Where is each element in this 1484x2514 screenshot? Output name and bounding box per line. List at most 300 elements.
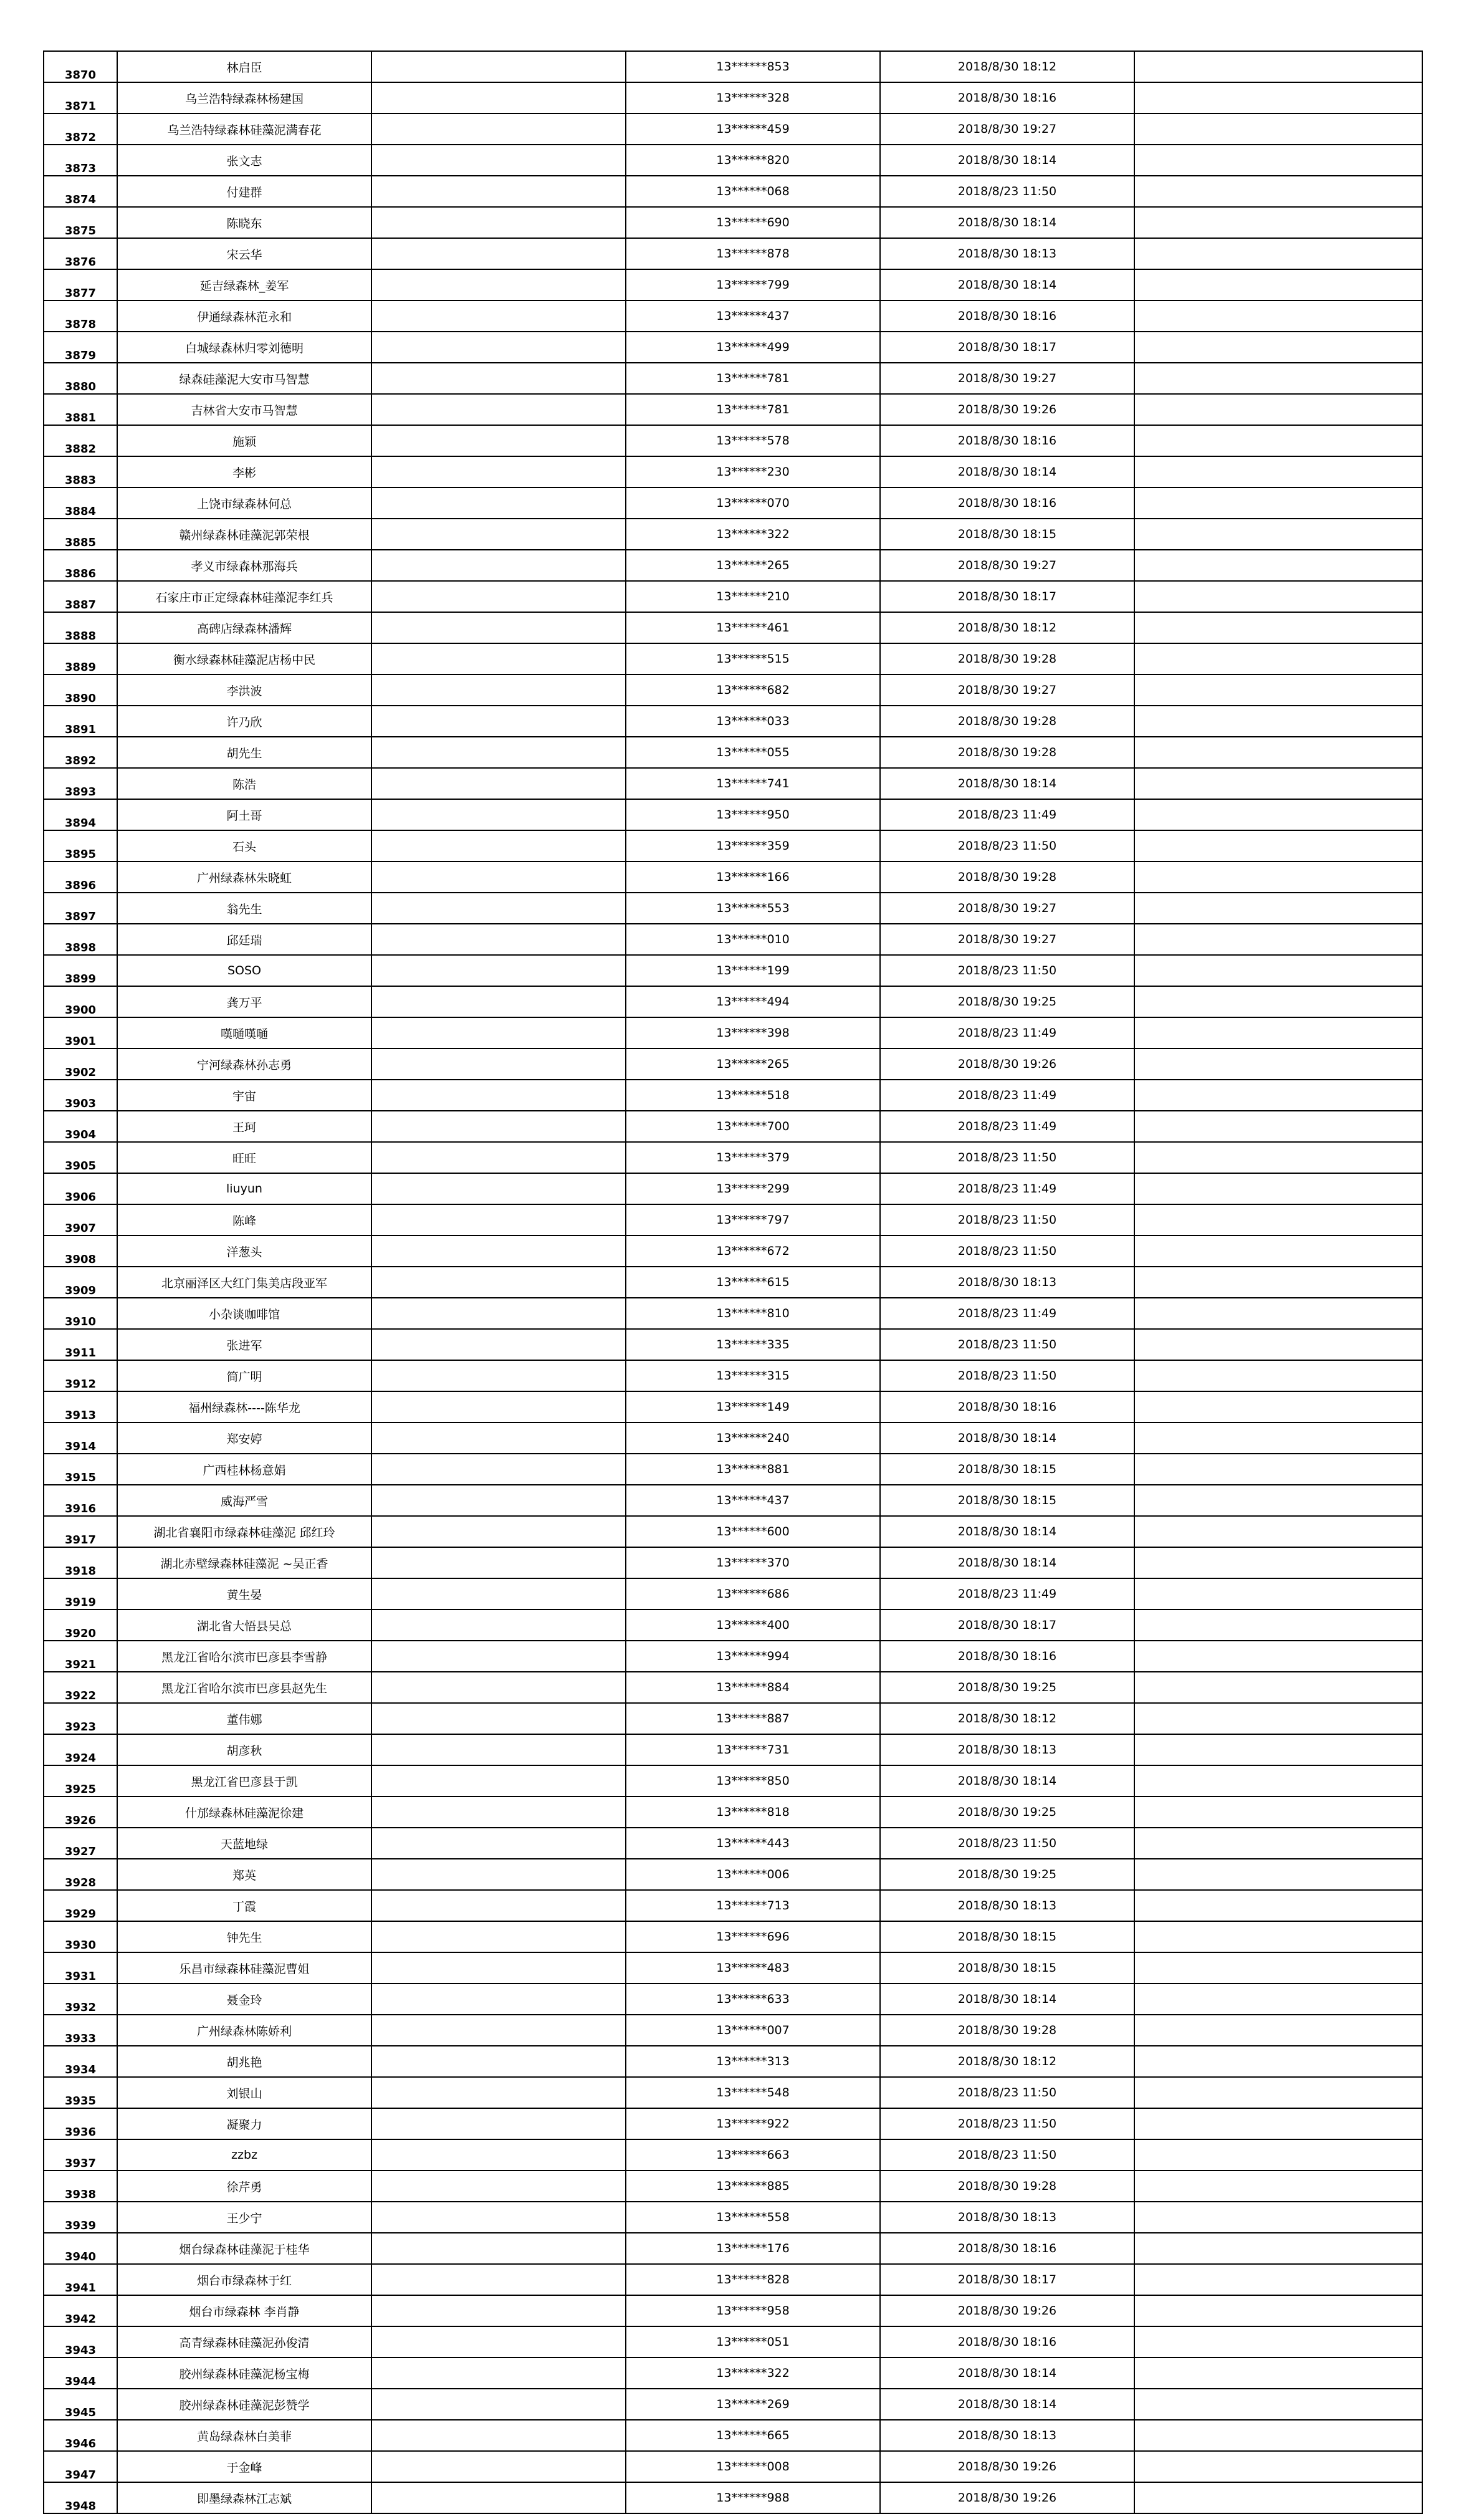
time-cell: 2018/8/30 19:28: [880, 643, 1134, 674]
empty-cell: [371, 176, 626, 207]
table-row: [44, 1485, 1422, 1516]
row-number-cell: 3917: [44, 1516, 117, 1547]
row-number-cell: 3947: [44, 2451, 117, 2482]
empty-cell: [371, 1641, 626, 1672]
empty-cell: [371, 706, 626, 737]
empty-cell: [371, 1578, 626, 1610]
name-cell: 威海严雪: [117, 1485, 371, 1516]
time-cell: 2018/8/30 19:28: [880, 737, 1134, 768]
phone-cell: 13******700: [626, 1111, 880, 1142]
empty-cell: [1134, 2202, 1422, 2233]
row-number-cell: 3894: [44, 799, 117, 830]
table-row: [44, 2358, 1422, 2389]
empty-cell: [371, 1672, 626, 1703]
time-cell: 2018/8/30 19:28: [880, 706, 1134, 737]
time-cell: 2018/8/30 18:17: [880, 2264, 1134, 2295]
row-number-cell: 3940: [44, 2233, 117, 2264]
name-cell: 广西桂林杨意娟: [117, 1454, 371, 1485]
empty-cell: [371, 1329, 626, 1360]
empty-cell: [1134, 893, 1422, 924]
name-cell: 黄生晏: [117, 1578, 371, 1610]
name-cell: 李洪波: [117, 674, 371, 706]
empty-cell: [1134, 363, 1422, 394]
phone-cell: 13******682: [626, 674, 880, 706]
time-cell: 2018/8/23 11:49: [880, 799, 1134, 830]
row-number-cell: 3939: [44, 2202, 117, 2233]
time-cell: 2018/8/23 11:50: [880, 955, 1134, 986]
name-cell: 乌兰浩特绿森林硅藻泥满春花: [117, 113, 371, 145]
table-row: [44, 51, 1422, 82]
table-row: [44, 2295, 1422, 2326]
time-cell: 2018/8/23 11:49: [880, 1298, 1134, 1329]
phone-cell: 13******199: [626, 955, 880, 986]
empty-cell: [371, 425, 626, 456]
phone-cell: 13******818: [626, 1797, 880, 1828]
phone-cell: 13******051: [626, 2326, 880, 2358]
name-cell: 吉林省大安市马智慧: [117, 394, 371, 425]
phone-cell: 13******265: [626, 1048, 880, 1080]
empty-cell: [371, 145, 626, 176]
time-cell: 2018/8/23 11:50: [880, 176, 1134, 207]
empty-cell: [371, 1765, 626, 1797]
empty-cell: [371, 612, 626, 643]
empty-cell: [371, 456, 626, 487]
empty-cell: [371, 394, 626, 425]
time-cell: 2018/8/30 18:14: [880, 1984, 1134, 2015]
row-number-cell: 3877: [44, 269, 117, 300]
empty-cell: [1134, 1578, 1422, 1610]
phone-cell: 13******006: [626, 1859, 880, 1890]
empty-cell: [371, 2233, 626, 2264]
empty-cell: [1134, 768, 1422, 799]
time-cell: 2018/8/30 18:14: [880, 1423, 1134, 1454]
time-cell: 2018/8/23 11:49: [880, 1080, 1134, 1111]
empty-cell: [371, 1111, 626, 1142]
name-cell: 烟台绿森林硅藻泥于桂华: [117, 2233, 371, 2264]
table-row: [44, 2202, 1422, 2233]
empty-cell: [1134, 830, 1422, 861]
empty-cell: [1134, 1423, 1422, 1454]
empty-cell: [371, 1734, 626, 1765]
table-row: [44, 425, 1422, 456]
empty-cell: [1134, 955, 1422, 986]
time-cell: 2018/8/30 18:14: [880, 1516, 1134, 1547]
phone-cell: 13******322: [626, 2358, 880, 2389]
table-row: [44, 612, 1422, 643]
name-cell: 嘆嗵嘆嗵: [117, 1017, 371, 1048]
phone-cell: 13******553: [626, 893, 880, 924]
table-row: [44, 2077, 1422, 2108]
time-cell: 2018/8/30 19:25: [880, 1797, 1134, 1828]
name-cell: 高碑店绿森林潘辉: [117, 612, 371, 643]
name-cell: 即墨绿森林江志斌: [117, 2482, 371, 2513]
empty-cell: [1134, 1111, 1422, 1142]
phone-cell: 13******437: [626, 300, 880, 332]
phone-cell: 13******741: [626, 768, 880, 799]
empty-cell: [1134, 1080, 1422, 1111]
table-row: [44, 1890, 1422, 1921]
empty-cell: [1134, 425, 1422, 456]
empty-cell: [1134, 1454, 1422, 1485]
name-cell: 伊通绿森林范永和: [117, 300, 371, 332]
phone-cell: 13******370: [626, 1547, 880, 1578]
empty-cell: [1134, 51, 1422, 82]
row-number-cell: 3937: [44, 2139, 117, 2171]
name-cell: 林启臣: [117, 51, 371, 82]
empty-cell: [371, 2077, 626, 2108]
name-cell: 施颖: [117, 425, 371, 456]
empty-cell: [1134, 1547, 1422, 1578]
empty-cell: [371, 2139, 626, 2171]
empty-cell: [371, 1516, 626, 1547]
row-number-cell: 3928: [44, 1859, 117, 1890]
phone-cell: 13******400: [626, 1610, 880, 1641]
table-row: [44, 674, 1422, 706]
row-number-cell: 3911: [44, 1329, 117, 1360]
name-cell: 郑安婷: [117, 1423, 371, 1454]
row-number-cell: 3922: [44, 1672, 117, 1703]
name-cell: SOSO: [117, 955, 371, 986]
phone-cell: 13******696: [626, 1921, 880, 1952]
table-row: [44, 1017, 1422, 1048]
empty-cell: [1134, 1610, 1422, 1641]
row-number-cell: 3890: [44, 674, 117, 706]
table-row: [44, 1547, 1422, 1578]
phone-cell: 13******055: [626, 737, 880, 768]
table-row: [44, 1578, 1422, 1610]
empty-cell: [1134, 986, 1422, 1017]
phone-cell: 13******600: [626, 1516, 880, 1547]
empty-cell: [371, 2420, 626, 2451]
phone-cell: 13******033: [626, 706, 880, 737]
name-cell: 烟台市绿森林 李肖静: [117, 2295, 371, 2326]
phone-cell: 13******887: [626, 1703, 880, 1734]
empty-cell: [1134, 1173, 1422, 1204]
phone-cell: 13******240: [626, 1423, 880, 1454]
time-cell: 2018/8/30 19:27: [880, 363, 1134, 394]
empty-cell: [1134, 2233, 1422, 2264]
empty-cell: [1134, 1797, 1422, 1828]
row-number-cell: 3909: [44, 1267, 117, 1298]
name-cell: 天蓝地绿: [117, 1828, 371, 1859]
phone-cell: 13******459: [626, 113, 880, 145]
empty-cell: [371, 830, 626, 861]
row-number-cell: 3918: [44, 1547, 117, 1578]
phone-cell: 13******615: [626, 1267, 880, 1298]
row-number-cell: 3885: [44, 519, 117, 550]
time-cell: 2018/8/23 11:49: [880, 1173, 1134, 1204]
time-cell: 2018/8/30 18:16: [880, 487, 1134, 519]
row-number-cell: 3902: [44, 1048, 117, 1080]
row-number-cell: 3908: [44, 1235, 117, 1267]
phone-cell: 13******499: [626, 332, 880, 363]
row-number-cell: 3879: [44, 332, 117, 363]
empty-cell: [371, 1610, 626, 1641]
table-row: [44, 1828, 1422, 1859]
empty-cell: [371, 1017, 626, 1048]
name-cell: 许乃欣: [117, 706, 371, 737]
row-number-cell: 3930: [44, 1921, 117, 1952]
name-cell: 洋葱头: [117, 1235, 371, 1267]
empty-cell: [371, 238, 626, 269]
row-number-cell: 3895: [44, 830, 117, 861]
row-number-cell: 3874: [44, 176, 117, 207]
table-row: [44, 1360, 1422, 1391]
empty-cell: [371, 1703, 626, 1734]
time-cell: 2018/8/30 18:15: [880, 519, 1134, 550]
empty-cell: [371, 2264, 626, 2295]
empty-cell: [1134, 82, 1422, 113]
phone-cell: 13******988: [626, 2482, 880, 2513]
empty-cell: [1134, 1142, 1422, 1173]
time-cell: 2018/8/30 18:13: [880, 238, 1134, 269]
name-cell: 延吉绿森林_姜军: [117, 269, 371, 300]
empty-cell: [371, 2202, 626, 2233]
empty-cell: [1134, 1048, 1422, 1080]
row-number-cell: 3914: [44, 1423, 117, 1454]
time-cell: 2018/8/30 19:28: [880, 861, 1134, 893]
empty-cell: [371, 2171, 626, 2202]
empty-cell: [1134, 1703, 1422, 1734]
row-number-cell: 3887: [44, 581, 117, 612]
name-cell: 陈峰: [117, 1204, 371, 1235]
name-cell: 龚万平: [117, 986, 371, 1017]
empty-cell: [371, 207, 626, 238]
name-cell: 旺旺: [117, 1142, 371, 1173]
table-row: [44, 113, 1422, 145]
time-cell: 2018/8/23 11:50: [880, 1204, 1134, 1235]
name-cell: 李彬: [117, 456, 371, 487]
time-cell: 2018/8/30 18:14: [880, 1765, 1134, 1797]
table-row: [44, 2420, 1422, 2451]
time-cell: 2018/8/30 18:14: [880, 2389, 1134, 2420]
empty-cell: [1134, 924, 1422, 955]
phone-cell: 13******558: [626, 2202, 880, 2233]
row-number-cell: 3912: [44, 1360, 117, 1391]
table-row: [44, 799, 1422, 830]
empty-cell: [371, 737, 626, 768]
table-row: [44, 1080, 1422, 1111]
empty-cell: [371, 1547, 626, 1578]
name-cell: 付建群: [117, 176, 371, 207]
empty-cell: [1134, 519, 1422, 550]
name-cell: 聂金玲: [117, 1984, 371, 2015]
time-cell: 2018/8/30 18:16: [880, 300, 1134, 332]
row-number-cell: 3892: [44, 737, 117, 768]
name-cell: 张文志: [117, 145, 371, 176]
row-number-cell: 3945: [44, 2389, 117, 2420]
phone-cell: 13******269: [626, 2389, 880, 2420]
time-cell: 2018/8/30 18:16: [880, 425, 1134, 456]
row-number-cell: 3897: [44, 893, 117, 924]
name-cell: 黑龙江省巴彦县于凯: [117, 1765, 371, 1797]
name-cell: 刘银山: [117, 2077, 371, 2108]
name-cell: 胶州绿森林硅藻泥彭赞学: [117, 2389, 371, 2420]
empty-cell: [371, 2389, 626, 2420]
empty-cell: [371, 332, 626, 363]
empty-cell: [1134, 1952, 1422, 1984]
empty-cell: [371, 1048, 626, 1080]
time-cell: 2018/8/30 19:28: [880, 2171, 1134, 2202]
phone-cell: 13******315: [626, 1360, 880, 1391]
row-number-cell: 3871: [44, 82, 117, 113]
time-cell: 2018/8/30 19:26: [880, 2482, 1134, 2513]
row-number-cell: 3884: [44, 487, 117, 519]
phone-cell: 13******828: [626, 2264, 880, 2295]
name-cell: 湖北省大悟县吴总: [117, 1610, 371, 1641]
name-cell: 什邡绿森林硅藻泥徐建: [117, 1797, 371, 1828]
table-row: [44, 332, 1422, 363]
row-number-cell: 3872: [44, 113, 117, 145]
empty-cell: [1134, 581, 1422, 612]
row-number-cell: 3946: [44, 2420, 117, 2451]
time-cell: 2018/8/30 18:13: [880, 1734, 1134, 1765]
time-cell: 2018/8/30 18:15: [880, 1485, 1134, 1516]
time-cell: 2018/8/30 18:14: [880, 2358, 1134, 2389]
phone-cell: 13******713: [626, 1890, 880, 1921]
empty-cell: [371, 2295, 626, 2326]
empty-cell: [371, 768, 626, 799]
empty-cell: [1134, 674, 1422, 706]
empty-cell: [1134, 1890, 1422, 1921]
table-row: [44, 238, 1422, 269]
row-number-cell: 3876: [44, 238, 117, 269]
empty-cell: [371, 1173, 626, 1204]
table-row: [44, 1734, 1422, 1765]
empty-cell: [1134, 1391, 1422, 1423]
row-number-cell: 3936: [44, 2108, 117, 2139]
empty-cell: [371, 955, 626, 986]
row-number-cell: 3899: [44, 955, 117, 986]
empty-cell: [1134, 2295, 1422, 2326]
time-cell: 2018/8/30 19:27: [880, 893, 1134, 924]
time-cell: 2018/8/23 11:50: [880, 1360, 1134, 1391]
time-cell: 2018/8/30 18:16: [880, 2233, 1134, 2264]
empty-cell: [1134, 550, 1422, 581]
row-number-cell: 3886: [44, 550, 117, 581]
table-row: [44, 955, 1422, 986]
time-cell: 2018/8/30 19:25: [880, 986, 1134, 1017]
phone-cell: 13******328: [626, 82, 880, 113]
table-row: [44, 456, 1422, 487]
empty-cell: [371, 363, 626, 394]
table-row: [44, 550, 1422, 581]
empty-cell: [371, 2108, 626, 2139]
row-number-cell: 3920: [44, 1610, 117, 1641]
phone-cell: 13******850: [626, 1765, 880, 1797]
phone-cell: 13******663: [626, 2139, 880, 2171]
row-number-cell: 3921: [44, 1641, 117, 1672]
table-row: [44, 1952, 1422, 1984]
table-row: [44, 2015, 1422, 2046]
table-row: [44, 207, 1422, 238]
row-number-cell: 3941: [44, 2264, 117, 2295]
time-cell: 2018/8/30 18:13: [880, 1890, 1134, 1921]
phone-cell: 13******515: [626, 643, 880, 674]
name-cell: 王珂: [117, 1111, 371, 1142]
time-cell: 2018/8/30 19:27: [880, 924, 1134, 955]
empty-cell: [371, 2358, 626, 2389]
phone-cell: 13******950: [626, 799, 880, 830]
row-number-cell: 3916: [44, 1485, 117, 1516]
row-number-cell: 3915: [44, 1454, 117, 1485]
name-cell: 胶州绿森林硅藻泥杨宝梅: [117, 2358, 371, 2389]
table-row: [44, 2389, 1422, 2420]
empty-cell: [1134, 612, 1422, 643]
table-row: [44, 145, 1422, 176]
empty-cell: [371, 2015, 626, 2046]
time-cell: 2018/8/30 18:16: [880, 1641, 1134, 1672]
empty-cell: [1134, 2389, 1422, 2420]
phone-cell: 13******461: [626, 612, 880, 643]
phone-cell: 13******443: [626, 1828, 880, 1859]
name-cell: 乐昌市绿森林硅藻泥曹姐: [117, 1952, 371, 1984]
row-number-cell: 3944: [44, 2358, 117, 2389]
table-row: [44, 1142, 1422, 1173]
row-number-cell: 3906: [44, 1173, 117, 1204]
empty-cell: [371, 2326, 626, 2358]
table-row: [44, 519, 1422, 550]
name-cell: 王少宁: [117, 2202, 371, 2233]
name-cell: 福州绿森林----陈华龙: [117, 1391, 371, 1423]
row-number-cell: 3926: [44, 1797, 117, 1828]
phone-cell: 13******731: [626, 1734, 880, 1765]
phone-cell: 13******494: [626, 986, 880, 1017]
time-cell: 2018/8/30 18:16: [880, 1391, 1134, 1423]
phone-cell: 13******265: [626, 550, 880, 581]
empty-cell: [371, 1235, 626, 1267]
row-number-cell: 3875: [44, 207, 117, 238]
row-number-cell: 3938: [44, 2171, 117, 2202]
table-row: [44, 1672, 1422, 1703]
empty-cell: [371, 1391, 626, 1423]
empty-cell: [1134, 643, 1422, 674]
time-cell: 2018/8/23 11:50: [880, 1235, 1134, 1267]
table-row: [44, 1173, 1422, 1204]
row-number-cell: 3905: [44, 1142, 117, 1173]
name-cell: 小杂谈咖啡馆: [117, 1298, 371, 1329]
empty-cell: [1134, 1641, 1422, 1672]
empty-cell: [371, 581, 626, 612]
row-number-cell: 3888: [44, 612, 117, 643]
empty-cell: [1134, 2108, 1422, 2139]
time-cell: 2018/8/30 18:12: [880, 612, 1134, 643]
phone-cell: 13******878: [626, 238, 880, 269]
phone-cell: 13******633: [626, 1984, 880, 2015]
empty-cell: [1134, 2077, 1422, 2108]
phone-cell: 13******797: [626, 1204, 880, 1235]
name-cell: 石头: [117, 830, 371, 861]
name-cell: 胡先生: [117, 737, 371, 768]
row-number-cell: 3913: [44, 1391, 117, 1423]
name-cell: 郑英: [117, 1859, 371, 1890]
name-cell: 阿土哥: [117, 799, 371, 830]
empty-cell: [1134, 2171, 1422, 2202]
empty-cell: [371, 1485, 626, 1516]
table-row: [44, 2139, 1422, 2171]
empty-cell: [371, 1423, 626, 1454]
time-cell: 2018/8/30 18:12: [880, 1703, 1134, 1734]
phone-cell: 13******359: [626, 830, 880, 861]
time-cell: 2018/8/30 19:26: [880, 1048, 1134, 1080]
row-number-cell: 3878: [44, 300, 117, 332]
empty-cell: [371, 1890, 626, 1921]
name-cell: 黑龙江省哈尔滨市巴彦县赵先生: [117, 1672, 371, 1703]
row-number-cell: 3932: [44, 1984, 117, 2015]
table-row: [44, 1797, 1422, 1828]
time-cell: 2018/8/30 19:27: [880, 674, 1134, 706]
empty-cell: [1134, 706, 1422, 737]
